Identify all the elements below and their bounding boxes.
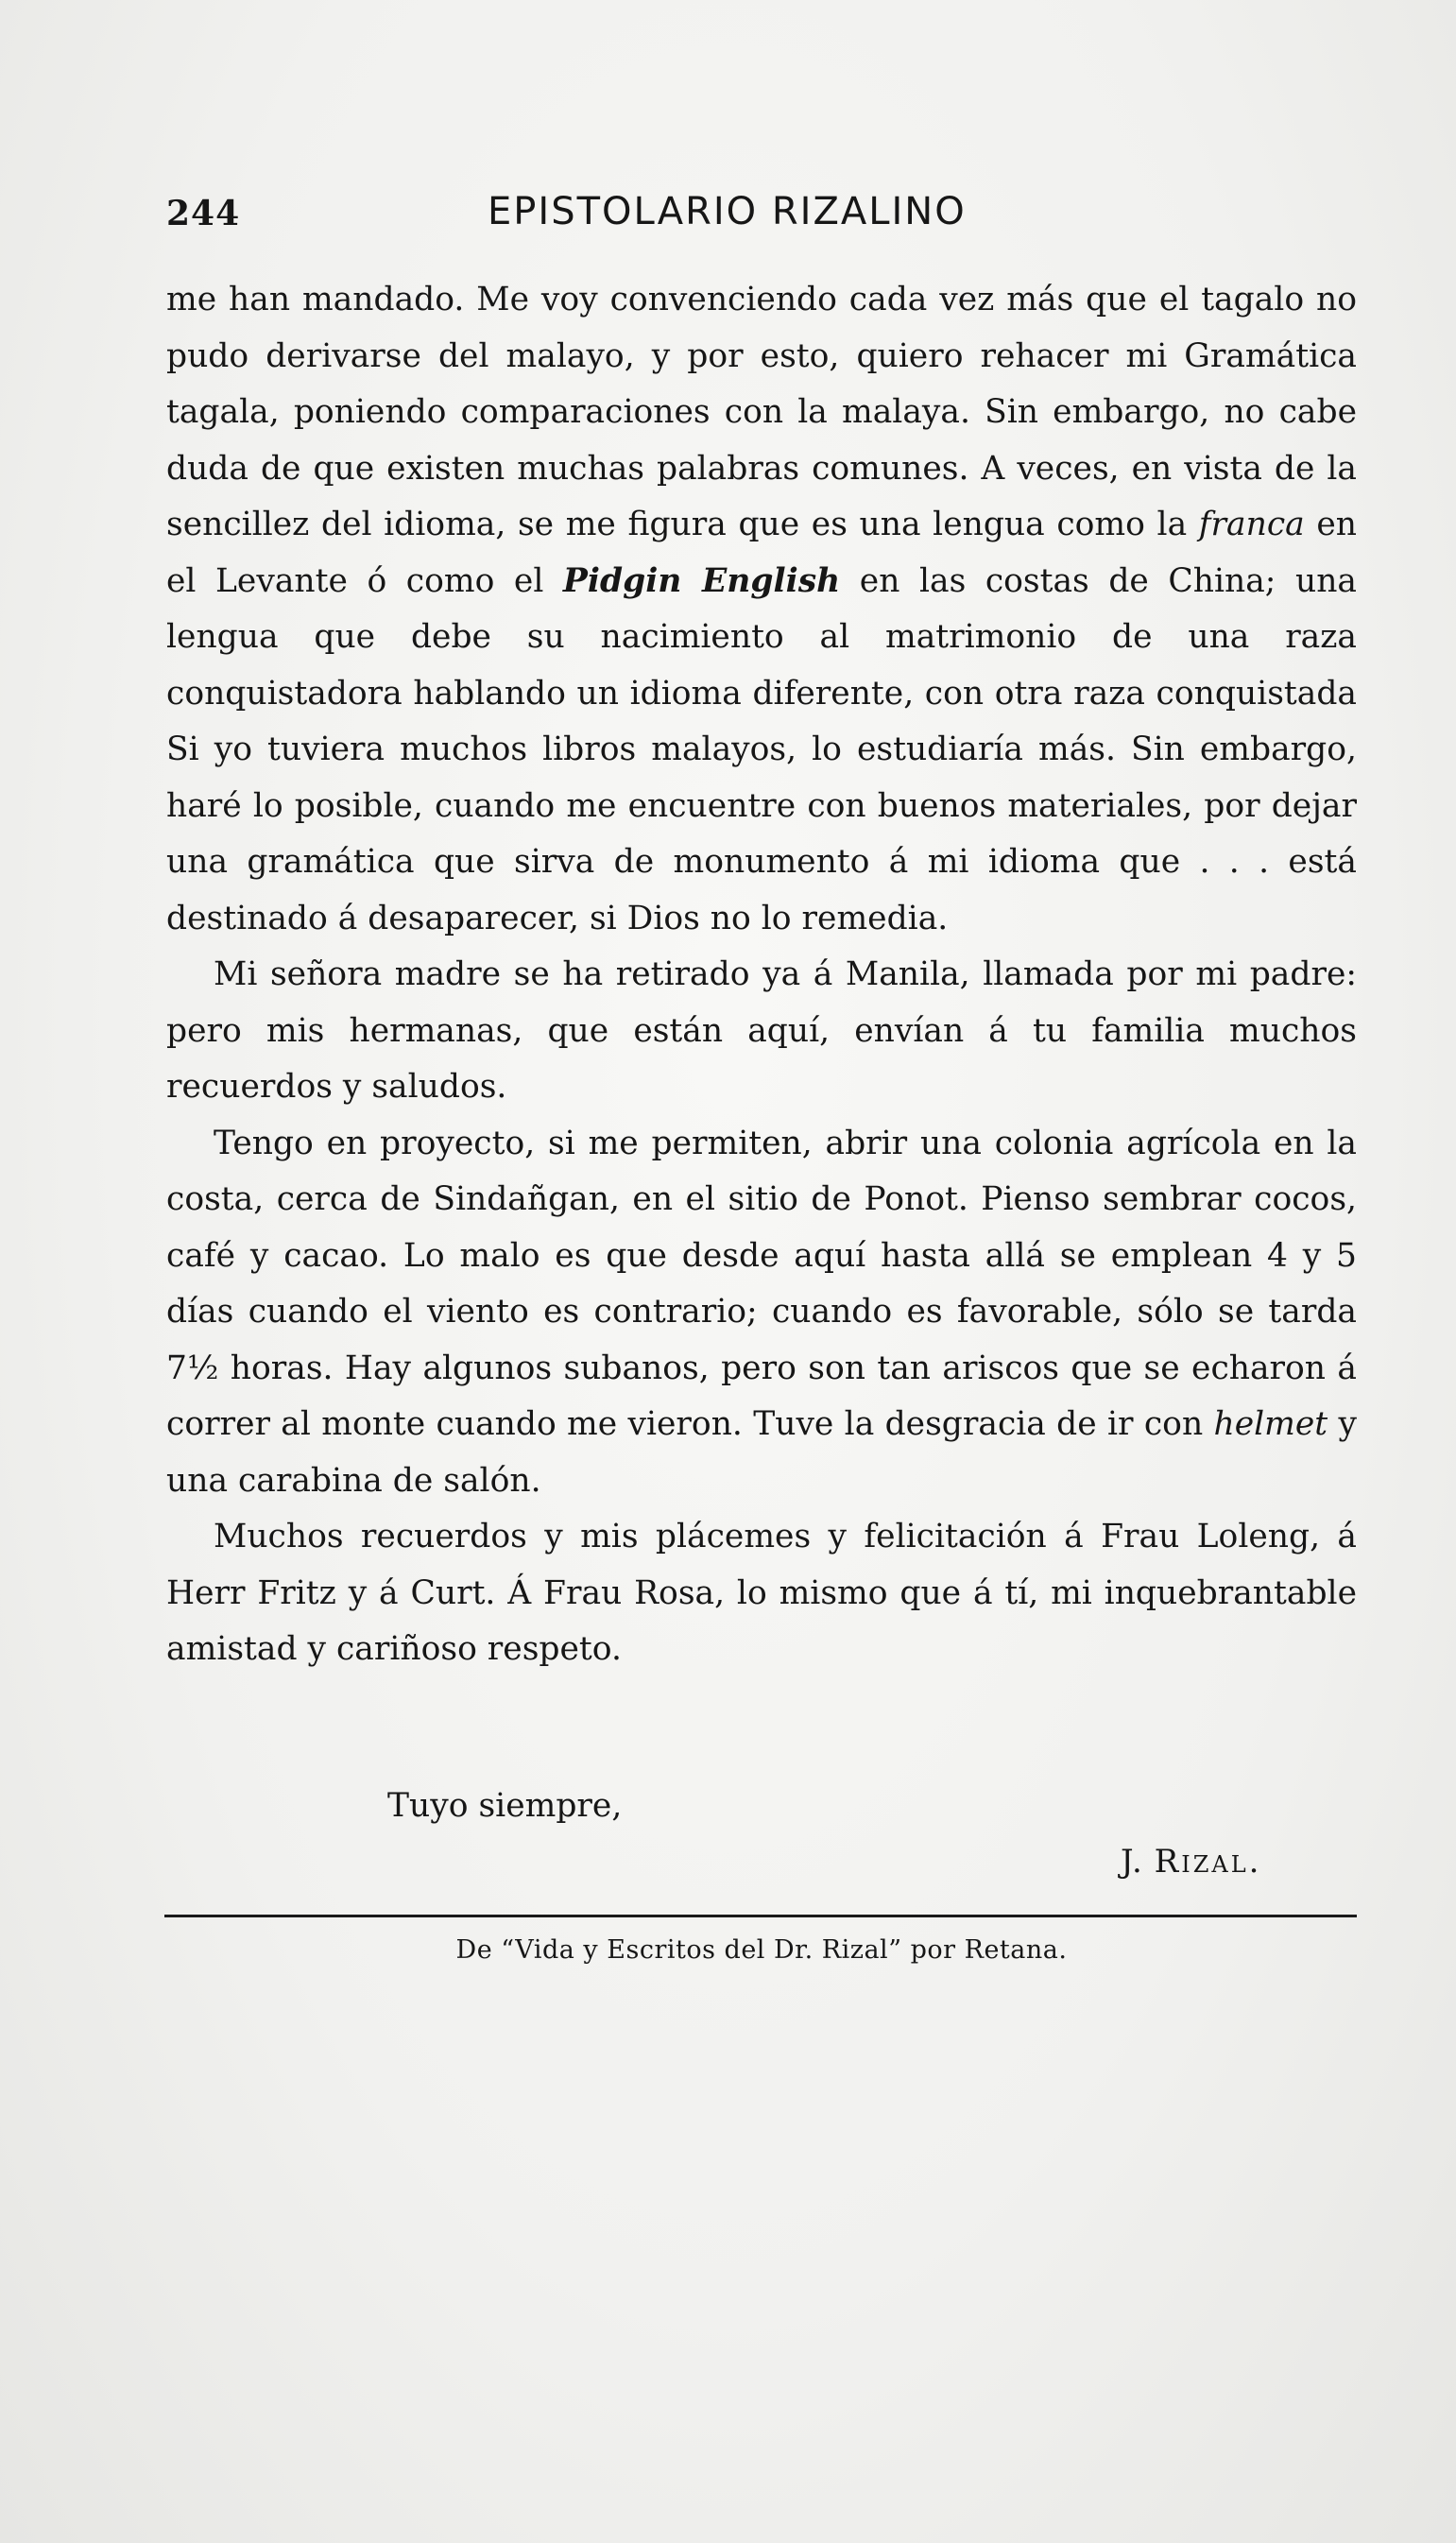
- paragraph-3: [166, 1116, 1357, 1510]
- paragraph-1-text-c: en las costas de China; una lengua que debe su nacimiento al matrimonio de una raza conquistadora hablando un idioma diferente, con otra raza conquistada Si yo tuviera muchos libros malayos, lo estudiaría más. Sin embargo, haré lo posible, cuando me encuentre con buenos materiales, por dejar una gramática que sirva de monumento á mi idioma que . . . está destinado á desaparecer, si Dios no lo remedia.: [166, 561, 1357, 937]
- paragraph-1-text-b: en el Levante ó como el: [166, 506, 1357, 600]
- italic-helmet: helmet: [1213, 1405, 1328, 1443]
- paragraph-4: Muchos recuerdos y mis plácemes y felicitación á Frau Loleng, á Herr Fritz y á Curt. Á Frau Rosa, lo mismo que á tí, mi inquebrantable amistad y cariñoso respeto.: [166, 1518, 1357, 1668]
- letter-body: [166, 272, 1357, 1678]
- paragraph-3-text-b: y una carabina de salón.: [166, 1405, 1357, 1500]
- paragraph-1-text-a: me han mandado. Me voy convenciendo cada vez más que el tagalo no pudo derivarse del malayo, y por esto, quiero rehacer mi Gramática tagala, poniendo comparaciones con la malaya. Sin embargo, no cabe duda de que existen muchas palabras comunes. A veces, en vista de la sencillez del idioma, se me figura que es una lengua como la: [166, 281, 1357, 543]
- paragraph-3-text-a: Tengo en proyecto, si me permiten, abrir una colonia agrícola en la costa, cerca de Sindañgan, en el sitio de Ponot. Pienso sembrar cocos, café y cacao. Lo malo es que desde aquí hasta allá se emplean 4 y 5 días cuando el viento es contrario; cuando es favorable, sólo se tarda 7½ horas. Hay algunos subanos, pero son tan ariscos que se echaron á correr al monte cuando me vieron. Tuve la desgracia de ir con: [166, 1124, 1357, 1443]
- footnote-divider: [164, 1915, 1357, 1917]
- paragraph-2: Mi señora madre se ha retirado ya á Manila, llamada por mi padre: pero mis hermanas, que están aquí, envían á tu familia muchos recuerdos y saludos.: [166, 955, 1357, 1106]
- page-header: [166, 186, 1357, 243]
- paragraph-1: [166, 272, 1357, 947]
- italic-pidgin-english: Pidgin English: [562, 561, 841, 600]
- signature-surname: Rizal.: [1154, 1843, 1262, 1881]
- source-footnote: De “Vida y Escritos del Dr. Rizal” por Retana.: [455, 1935, 1068, 1965]
- closing-salutation: Tuyo siempre,: [387, 1787, 623, 1825]
- italic-franca: franca: [1198, 506, 1305, 543]
- running-title: EPISTOLARIO RIZALINO: [488, 190, 967, 233]
- signature-initial: J.: [1121, 1843, 1143, 1881]
- page-number: 244: [166, 194, 241, 233]
- signature: [1121, 1843, 1261, 1881]
